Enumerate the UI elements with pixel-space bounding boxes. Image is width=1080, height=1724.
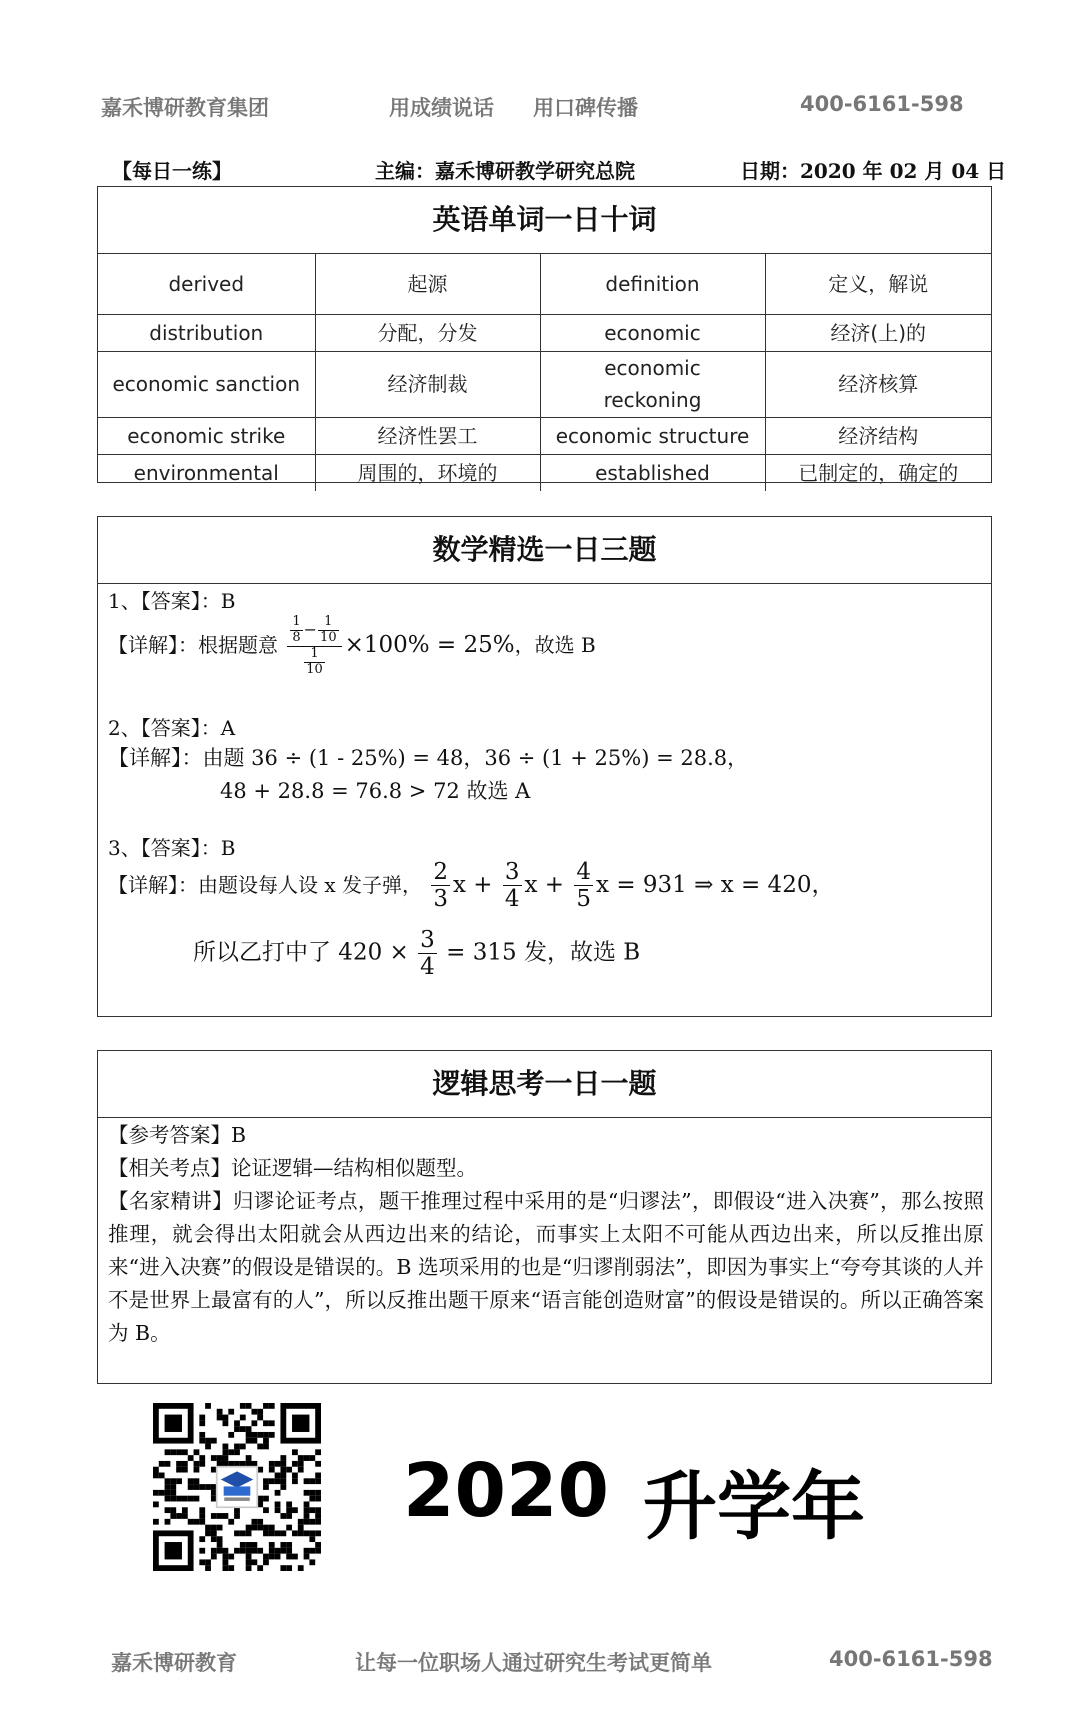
header-phone: 400-6161-598 <box>800 92 964 116</box>
logic-answer: 【参考答案】B <box>108 1123 247 1147</box>
q3-equation: $\frac{2}{3}$ x + $\frac{3}{4}$ x + $\frac{4}{5}$ x = 931 ⇒ x = 420， <box>433 859 835 913</box>
vocab-cell: economic reckoning <box>540 351 765 417</box>
q3-detail-prefix: 【详解】：由题设每人设 x 发子弹， <box>108 872 422 897</box>
vocab-cell: economic structure <box>540 417 765 454</box>
header-slogan-1: 用成绩说话 <box>389 96 494 120</box>
math-box <box>97 516 992 1017</box>
vocab-cell: 经济结构 <box>765 417 991 454</box>
frac-one-tenth-den: $\frac{1}{10}$ <box>306 645 323 677</box>
q3-expr-tail: x = 931 ⇒ x = 420， <box>596 871 835 898</box>
frac-three-quarters-2: $\frac{3}{4}$ <box>420 927 435 981</box>
page-footer <box>0 1647 1080 1677</box>
q1-answer: 1、【答案】：B <box>108 589 236 613</box>
vocab-cell: derived <box>98 254 315 314</box>
promo-text: 升学年 <box>643 1464 865 1550</box>
footer-slogan: 让每一位职场人通过研究生考试更简单 <box>355 1651 712 1675</box>
vocab-cell: 经济核算 <box>765 351 991 417</box>
vocab-cell: 已制定的，确定的 <box>765 454 991 491</box>
vocab-cell: 起源 <box>315 254 540 314</box>
vocab-cell: definition <box>540 254 765 314</box>
vocab-cell: economic sanction <box>98 351 315 417</box>
logic-topic: 【相关考点】论证逻辑—结构相似题型。 <box>108 1156 477 1180</box>
header-slogan-2: 用口碑传播 <box>533 96 638 120</box>
vocab-cell: economic strike <box>98 417 315 454</box>
q1-detail <box>108 615 596 678</box>
logic-box <box>97 1050 992 1384</box>
q1-fraction-numerator: $\frac{1}{8}$ − $\frac{1}{10}$ <box>287 615 341 647</box>
footer-phone: 400-6161-598 <box>829 1647 993 1671</box>
q2-answer: 2、【答案】：A <box>108 716 236 740</box>
editor-label: 主编：嘉禾博研教学研究总院 <box>375 159 635 183</box>
vocab-cell: 经济性罢工 <box>315 417 540 454</box>
frac-three-quarters: $\frac{3}{4}$ <box>504 859 520 913</box>
vocab-cell: 分配，分发 <box>315 314 540 351</box>
logic-title: 逻辑思考一日一题 <box>98 1051 991 1118</box>
q2-detail-line1: 【详解】：由题 36 ÷ (1 - 25%) = 48，36 ÷ (1 + 25%) = 28.8， <box>108 746 749 770</box>
frac-four-fifths: $\frac{4}{5}$ <box>576 859 592 913</box>
vocab-cell: 定义，解说 <box>765 254 991 314</box>
table-row <box>98 351 991 417</box>
vocab-title: 英语单词一日十词 <box>98 187 991 254</box>
q3-line2-tail: = 315 发，故选 B <box>446 939 641 966</box>
logic-content <box>108 1119 984 1350</box>
table-row <box>98 417 991 454</box>
vocab-cell: environmental <box>98 454 315 491</box>
q1-fraction-denominator <box>287 647 341 678</box>
footer-org: 嘉禾博研教育 <box>111 1651 237 1675</box>
vocab-cell: economic <box>540 314 765 351</box>
vocab-cell: 经济(上)的 <box>765 314 991 351</box>
q3-detail <box>108 859 834 913</box>
meta-line <box>0 155 1080 185</box>
promo-year: 2020 <box>403 1448 609 1534</box>
q1-fraction <box>287 615 341 678</box>
vocab-box <box>97 186 992 483</box>
vocab-cell: established <box>540 454 765 491</box>
daily-label: 【每日一练】 <box>112 159 232 183</box>
page-header <box>0 92 1080 122</box>
vocab-cell: 周围的，环境的 <box>315 454 540 491</box>
frac-one-eighth: $\frac{1}{8}$ <box>292 614 301 645</box>
q1-expr-tail: ×100% = 25% <box>344 631 515 658</box>
frac-one-tenth: $\frac{1}{10}$ <box>320 614 337 645</box>
vocab-cell: 经济制裁 <box>315 351 540 417</box>
qr-code-image <box>153 1403 321 1571</box>
vocab-table <box>98 254 991 491</box>
header-org: 嘉禾博研教育集团 <box>101 96 269 120</box>
logic-explain: 【名家精讲】归谬论证考点，题干推理过程中采用的是“归谬法”，即假设“进入决赛”，那么按照推理，就会得出太阳就会从西边出来的结论，而事实上太阳不可能从西边出来，所以反推出原来“进入决赛”的假设是错误的。B 选项采用的也是“归谬削弱法”，即因为事实上“夸夸其谈的人并不是世界上最富有的人”，所以反推出题干原来“语言能创造财富”的假设是错误的。所以正确答案为 B。 <box>108 1189 984 1345</box>
vocab-cell: distribution <box>98 314 315 351</box>
math-title: 数学精选一日三题 <box>98 517 991 584</box>
q1-detail-suffix: ，故选 B <box>514 632 596 657</box>
table-row <box>98 454 991 491</box>
q1-detail-prefix: 【详解】：根据题意 <box>108 632 278 657</box>
frac-two-thirds: $\frac{2}{3}$ <box>433 859 448 913</box>
q3-line2 <box>193 927 640 981</box>
q3-answer: 3、【答案】：B <box>108 836 236 860</box>
q3-line2-prefix: 所以乙打中了 420 × <box>193 939 409 966</box>
table-row <box>98 314 991 351</box>
q2-detail-line2: 48 + 28.8 = 76.8 > 72 故选 A <box>220 779 531 803</box>
date-label: 日期：2020 年 02 月 04 日 <box>740 159 1007 183</box>
table-row <box>98 254 991 314</box>
